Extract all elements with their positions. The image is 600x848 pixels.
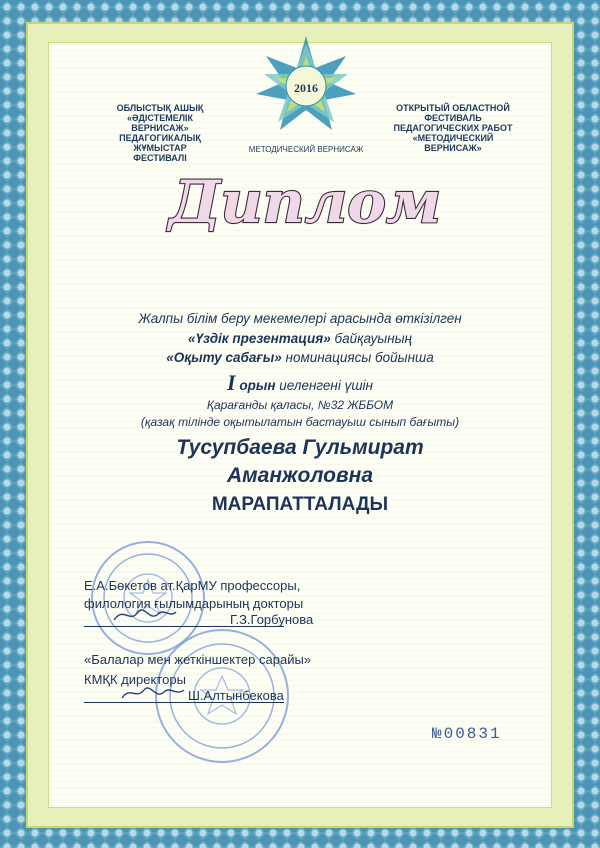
nomination-suffix: номинациясы бойынша [281,350,434,365]
logo-year: 2016 [294,81,318,95]
header-left-line: ПЕДАГОГИКАЛЫҚ ЖҰМЫСТАР [119,133,201,153]
header-right-russian [388,103,518,153]
header-right-line: ФЕСТИВАЛЬ [424,113,482,123]
signature-1-handwriting [110,602,180,628]
header-right-line: ПЕДАГОГИЧЕСКИХ РАБОТ [393,123,513,133]
place-suffix: иеленгені үшін [275,378,373,393]
diploma-title [160,160,450,240]
signature-2-title-line-2: КМҚК директоры [84,672,186,687]
title-text: Диплом [168,168,442,236]
contest-name: «Үздік презентация» [187,331,331,346]
header-left-line: ФЕСТИВАЛІ [133,153,187,163]
signature-1-title-line-2: филология ғылымдарының докторы [84,596,304,611]
signature-2-name: Ш.Алтынбекова [188,688,284,703]
header-left-kazakh [100,103,220,163]
award-text: МАРАПАТТАЛАДЫ [211,494,389,515]
nomination-name: «Оқыту сабағы» [166,350,282,365]
body-place-line [52,370,548,396]
header-right-line: «МЕТОДИЧЕСКИЙ ВЕРНИСАЖ» [412,133,494,153]
recipient-second-line: Аманжоловна [226,464,373,487]
body-contest-line [52,331,548,346]
school-line: Қарағанды қаласы, №32 ЖББОМ [206,398,394,412]
signature-2-title-line-1: «Балалар мен жеткіншектер сарайы» [84,652,312,667]
signature-1-name: Г.З.Горбунова [230,612,314,627]
school-note: (қазақ тілінде оқытылатын бастауыш сынып бағыты) [140,415,460,429]
signature-1-title-line-1: Е.А.Бөкетов ат.ҚарМУ профессоры, [84,578,301,593]
header-left-line: ОБЛЫСТЫҚ АШЫҚ [116,103,204,113]
header-left-line: «ӘДІСТЕМЕЛІК ВЕРНИСАЖ» [126,113,194,133]
recipient-first-line: Тусупбаева Гульмират [176,436,424,459]
festival-star-logo [246,30,366,158]
body-line-1: Жалпы білім беру мекемелері арасында өткізілген [138,311,462,326]
place-word: орын [235,378,276,393]
contest-suffix: байқауының [330,331,412,346]
signature-2-handwriting [118,678,188,704]
body-nomination-line [52,350,548,365]
logo-caption: МЕТОДИЧЕСКИЙ ВЕРНИСАЖ [248,145,364,154]
serial-number: №00831 [432,725,502,743]
place-numeral: I [227,370,236,395]
header-right-line: ОТКРЫТЫЙ ОБЛАСТНОЙ [396,103,510,113]
